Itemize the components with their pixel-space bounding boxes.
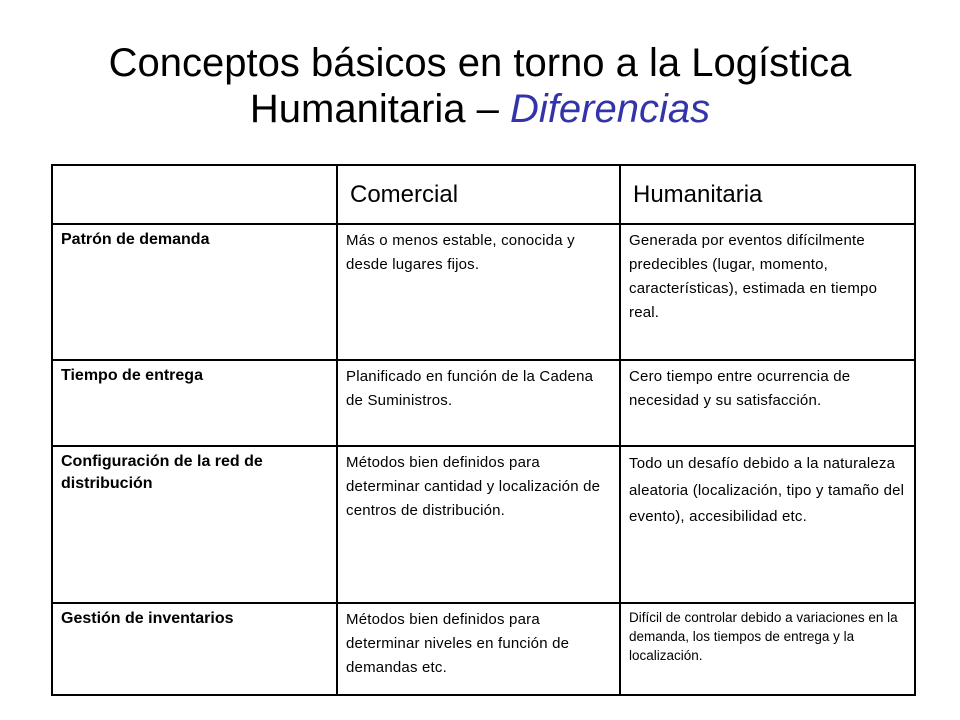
cell-humanitaria: Generada por eventos difícilmente predecibles (lugar, momento, características), estimada en tiempo real.	[620, 224, 915, 360]
table-header-humanitaria: Humanitaria	[620, 165, 915, 224]
table-header-row	[52, 165, 915, 224]
cell-humanitaria: Todo un desafío debido a la naturaleza aleatoria (localización, tipo y tamaño del evento), accesibilidad etc.	[620, 446, 915, 603]
table-row	[52, 446, 915, 603]
table-row	[52, 360, 915, 446]
cell-comercial: Métodos bien definidos para determinar cantidad y localización de centros de distribución.	[337, 446, 620, 603]
cell-comercial: Métodos bien definidos para determinar niveles en función de demandas etc.	[337, 603, 620, 695]
table-row	[52, 603, 915, 695]
row-label-gestion-inventarios: Gestión de inventarios	[52, 603, 337, 695]
cell-comercial: Planificado en función de la Cadena de Suministros.	[337, 360, 620, 446]
comparison-table	[51, 164, 916, 696]
slide-title	[0, 40, 960, 132]
cell-humanitaria: Difícil de controlar debido a variaciones en la demanda, los tiempos de entrega y la localización.	[620, 603, 915, 695]
row-label-tiempo-entrega: Tiempo de entrega	[52, 360, 337, 446]
slide-title-accent: Diferencias	[510, 87, 711, 131]
row-label-configuracion-red: Configuración de la red de distribución	[52, 446, 337, 603]
slide-title-line1: Conceptos básicos en torno a la Logística	[108, 41, 852, 85]
cell-humanitaria: Cero tiempo entre ocurrencia de necesidad y su satisfacción.	[620, 360, 915, 446]
table-header-corner	[52, 165, 337, 224]
table-row	[52, 224, 915, 360]
table-header-comercial: Comercial	[337, 165, 620, 224]
slide-title-line2-prefix: Humanitaria –	[249, 87, 511, 131]
row-label-patron-demanda: Patrón de demanda	[52, 224, 337, 360]
cell-comercial: Más o menos estable, conocida y desde lugares fijos.	[337, 224, 620, 360]
slide-title-line2	[0, 86, 960, 132]
